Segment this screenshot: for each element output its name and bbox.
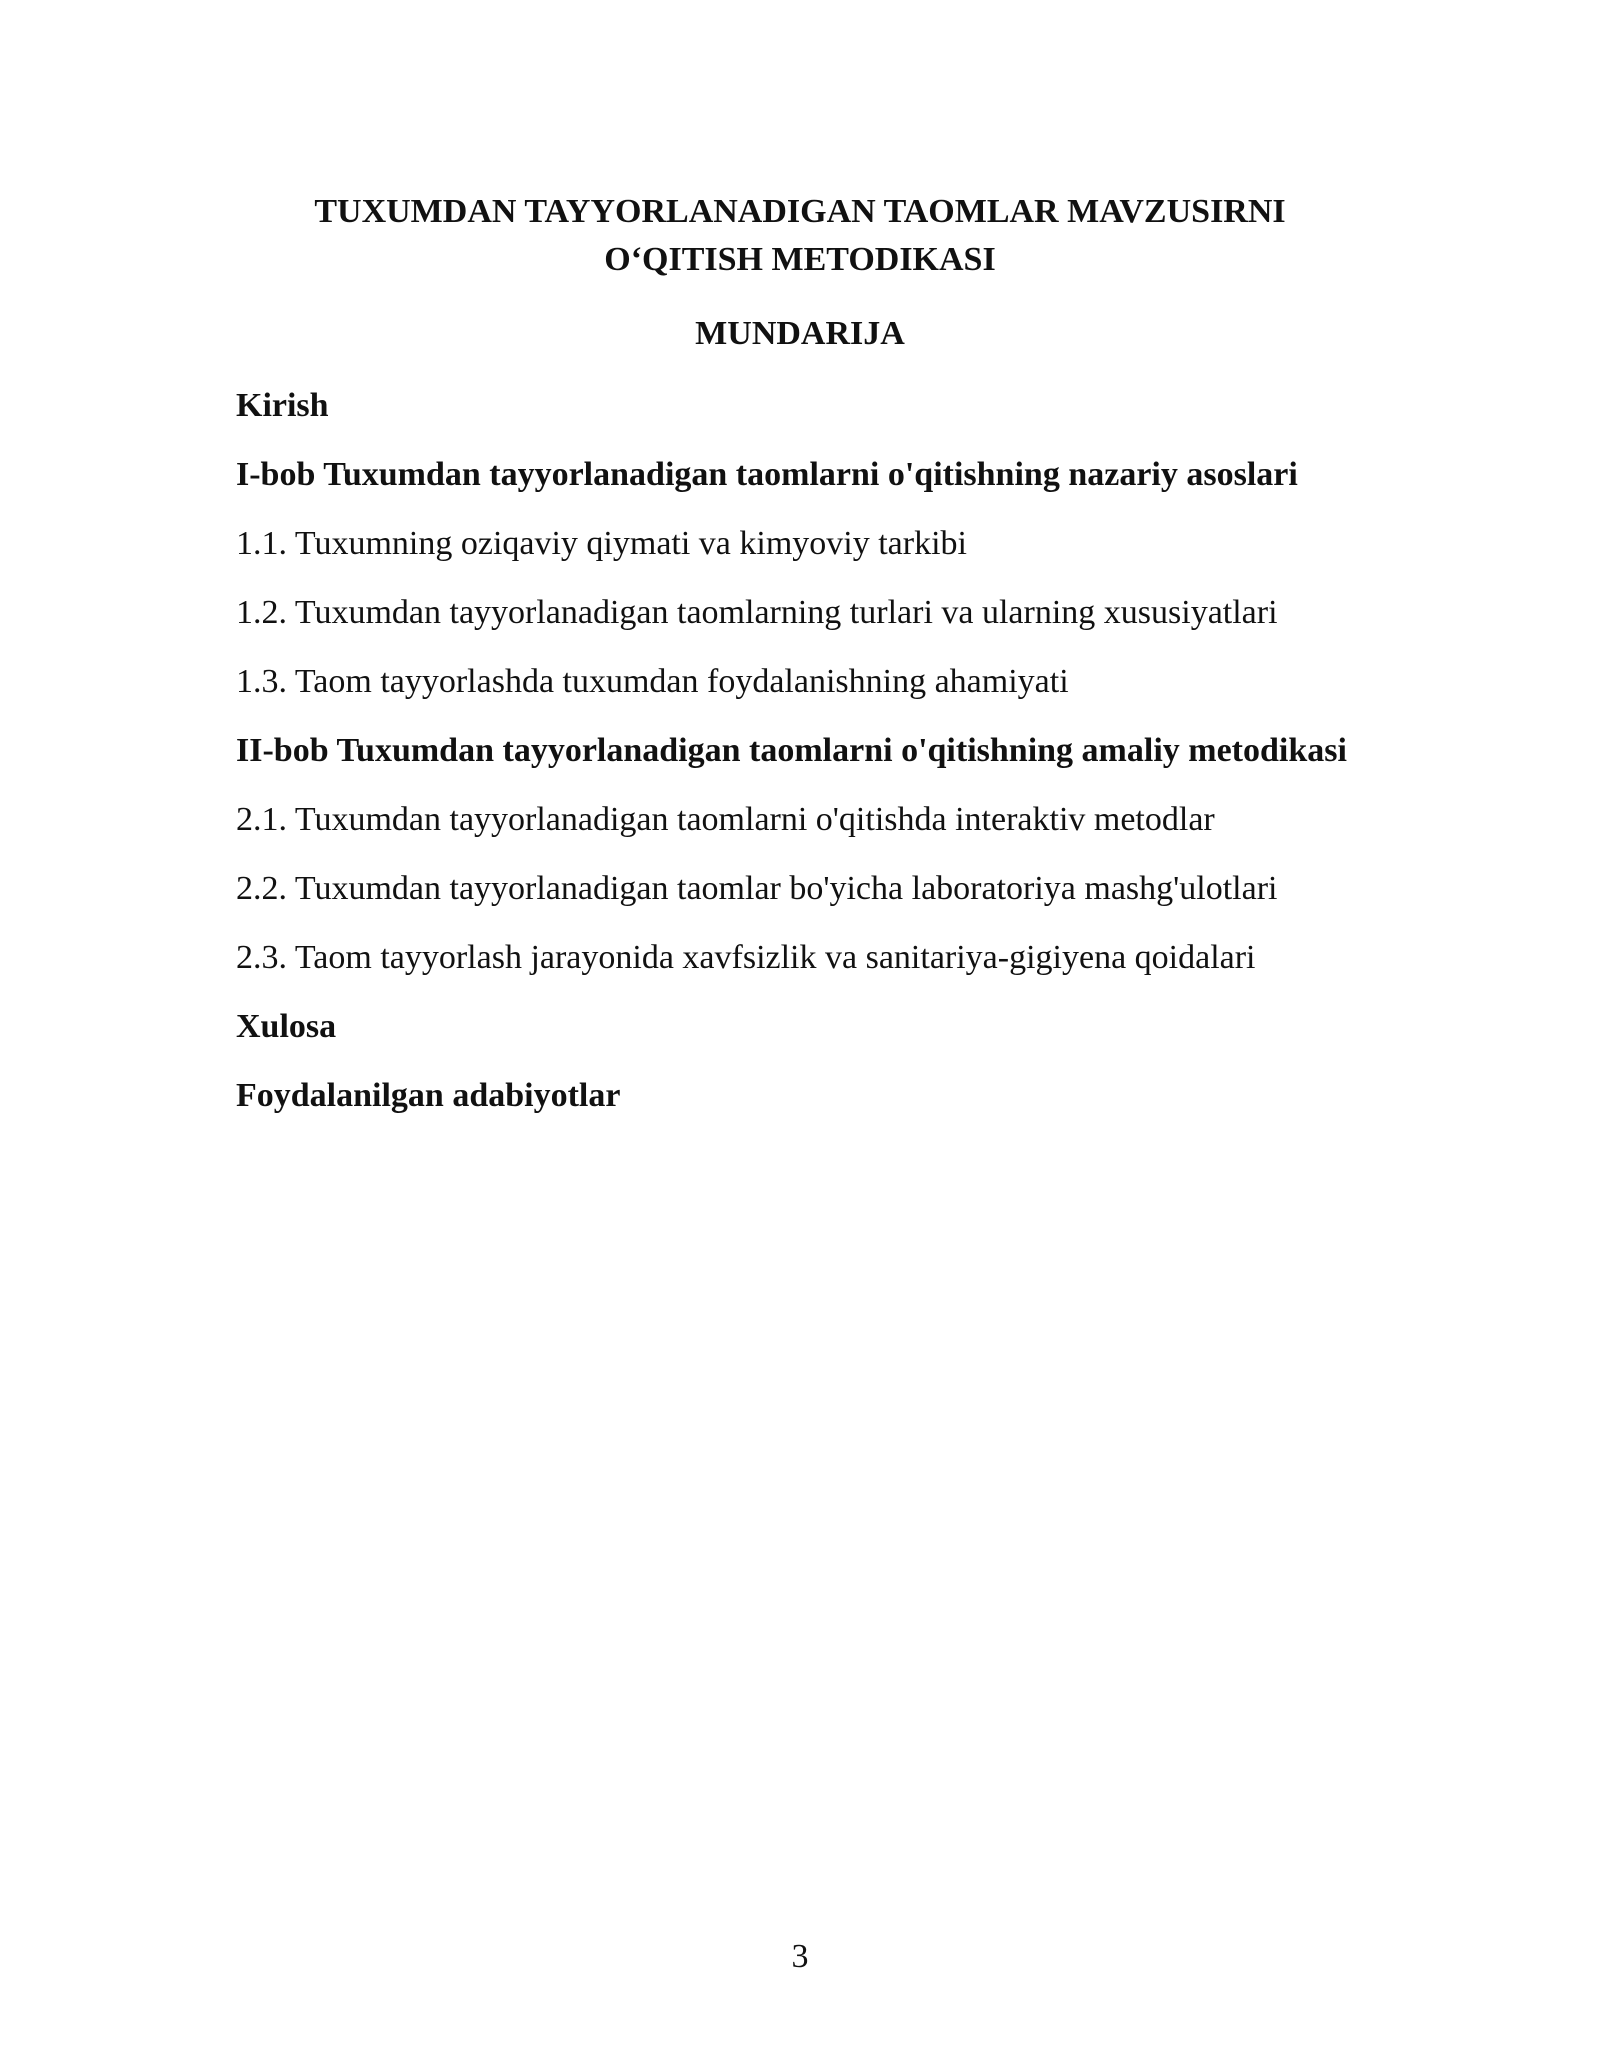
toc-item-section-2-2: 2.2. Tuxumdan tayyorlanadigan taomlar bo'yicha laboratoriya mashg'ulotlari bbox=[236, 870, 1278, 907]
toc-item-section-2-3: 2.3. Taom tayyorlash jarayonida xavfsizlik va sanitariya-gigiyena qoidalari bbox=[236, 939, 1256, 976]
toc-item-section-1-3: 1.3. Taom tayyorlashda tuxumdan foydalanishning ahamiyati bbox=[236, 663, 1069, 700]
toc-item-section-1-2: 1.2. Tuxumdan tayyorlanadigan taomlarning turlari va ularning xususiyatlari bbox=[236, 594, 1278, 631]
toc-item-introduction: Kirish bbox=[236, 387, 329, 424]
toc-item-chapter-1: I-bob Tuxumdan tayyorlanadigan taomlarni o'qitishning nazariy asoslari bbox=[236, 456, 1298, 493]
toc-heading: MUNDARIJA bbox=[695, 315, 905, 352]
toc-item-chapter-2: II-bob Tuxumdan tayyorlanadigan taomlarni o'qitishning amaliy metodikasi bbox=[236, 732, 1347, 769]
toc-item-references: Foydalanilgan adabiyotlar bbox=[236, 1077, 621, 1114]
document-title-line-2: O‘QITISH METODIKASI bbox=[604, 241, 996, 278]
toc-item-conclusion: Xulosa bbox=[236, 1008, 337, 1045]
table-of-contents bbox=[236, 382, 1406, 1141]
document-title bbox=[200, 188, 1400, 284]
page-number: 3 bbox=[791, 1938, 809, 1975]
toc-item-section-1-1: 1.1. Tuxumning oziqaviy qiymati va kimyoviy tarkibi bbox=[236, 525, 967, 562]
document-title-line-1: TUXUMDAN TAYYORLANADIGAN TAOMLAR MAVZUSIRNI bbox=[314, 193, 1286, 230]
toc-item-section-2-1: 2.1. Tuxumdan tayyorlanadigan taomlarni o'qitishda interaktiv metodlar bbox=[236, 801, 1215, 838]
